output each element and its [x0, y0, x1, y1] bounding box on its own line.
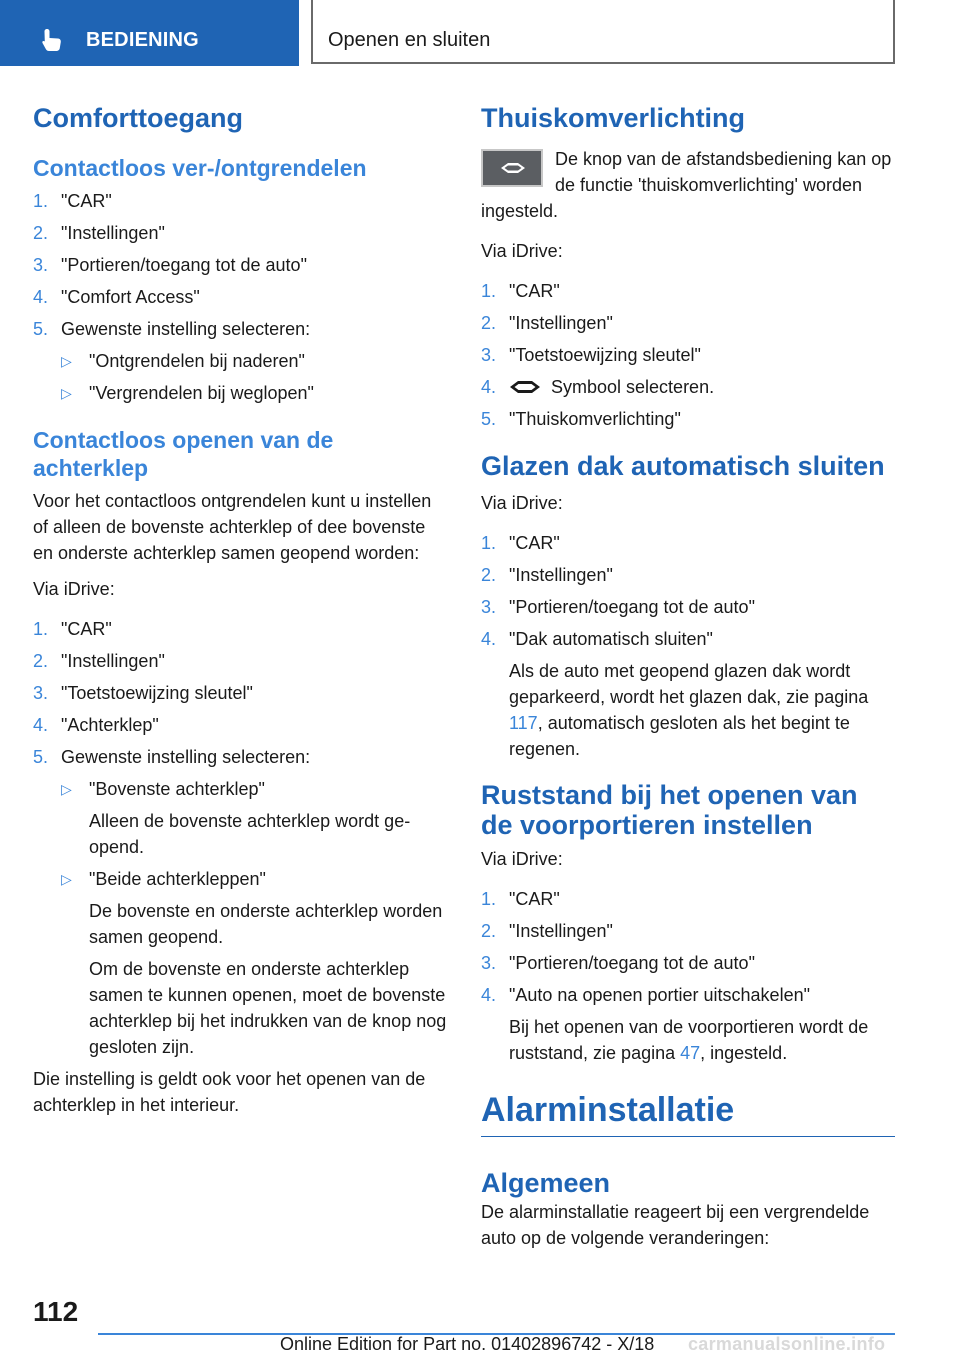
chapter-label: BEDIENING — [86, 29, 199, 51]
home-light-symbol-icon — [509, 379, 541, 395]
option-list — [61, 348, 449, 406]
list-item: 4. "Dak automatisch sluiten" Als de auto met geopend glazen dak wordt geparkeerd, wordt het glazen dak, zie pagina 117, automatisch gesloten als het begint te regenen. — [481, 629, 869, 759]
list-item: 4. "Auto na openen portier uitschakelen" Bij het openen van de voorportieren wordt de ruststand, zie pagina 47, ingesteld. — [481, 985, 869, 1063]
heading-comforttoegang: Comforttoegang — [33, 103, 243, 133]
list-item: 1. "CAR" — [481, 889, 560, 909]
list-item: 3. "Toetstoewijzing sleutel" — [481, 345, 701, 365]
list-item: 1. "CAR" — [33, 191, 112, 211]
chapter-tab — [0, 0, 299, 66]
list-item: 1. "CAR" — [481, 281, 560, 301]
list-item: 4. "Comfort Access" — [33, 287, 200, 307]
list-item: 5. "Thuiskomverlichting" — [481, 409, 681, 429]
list-item: 3. "Toetstoewijzing sleutel" — [33, 683, 253, 703]
triangle-bullet-icon: ▷ — [61, 871, 72, 887]
list-item: 3. "Portieren/toegang tot de auto" — [33, 255, 307, 275]
list-item: 1. "CAR" — [33, 619, 112, 639]
subheading-contactloos-vergrendelen: Contactloos ver-/ontgrendelen — [33, 155, 367, 181]
list-item: 4. "Achterklep" — [33, 715, 159, 735]
triangle-bullet-icon: ▷ — [61, 353, 72, 369]
footer-edition: Online Edition for Part no. 01402896742 - X/18 — [280, 1334, 655, 1354]
page-number: 112 — [33, 1296, 79, 1327]
option-list — [61, 776, 449, 1060]
page-link-117[interactable]: 117 — [509, 713, 538, 733]
section-title-box — [311, 0, 895, 64]
list-item: 5. Gewenste instelling selecteren: ▷ "Bovenste achterklep" Alleen de bovenste achterklep wordt geopend. ▷ "Beide achterkleppen" De bovenste en onderste achterklep worden samen geopend. Om de bovenste en onderste achterklep samen te kunnen openen, moet de bovenste achterklep bij het indrukken van de knop nog gesloten zijn. — [33, 744, 449, 1060]
list-item: 2. "Instellingen" — [481, 565, 613, 585]
page-link-47[interactable]: 47 — [680, 1043, 701, 1063]
list-item: 2. "Instellingen" — [33, 223, 165, 243]
pointing-hand-icon — [38, 26, 66, 54]
right-column — [481, 100, 895, 1251]
option-item: ▷ "Bovenste achterklep" Alleen de bovenste achterklep wordt geopend. — [61, 776, 449, 860]
list-item: 3. "Portieren/toegang tot de auto" — [481, 597, 755, 617]
heading-thuiskomverlichting: Thuiskomverlichting — [481, 103, 746, 133]
paragraph-via: Via iDrive: — [481, 849, 563, 869]
watermark: carmanualsonline.info — [688, 1334, 886, 1354]
step-list — [481, 886, 895, 1066]
step-list — [33, 616, 449, 1060]
paragraph-via: Via iDrive: — [33, 579, 115, 599]
step-list — [481, 278, 895, 432]
paragraph-intro: Voor het contactloos ontgrendelen kunt u instellen of alleen de bovenste achterklep of dee bovenste en onderste achterklep samen geopend worden: — [33, 491, 432, 563]
list-item: 2. "Instellingen" — [33, 651, 165, 671]
list-item: 2. "Instellingen" — [481, 313, 613, 333]
list-item: 2. "Instellingen" — [481, 921, 613, 941]
chapter-heading-rule — [481, 1088, 895, 1137]
left-column — [33, 100, 449, 1118]
heading-glazen-dak: Glazen dak automatisch sluiten — [481, 451, 885, 481]
paragraph-intro: De knop van de afstandsbediening kan op de functie 'thuiskomverlichting' worden ingesteld. — [481, 149, 892, 221]
paragraph-closing: Die instelling is geldt ook voor het openen van de achterklep in het interieur. — [33, 1069, 426, 1115]
step-list — [33, 188, 449, 406]
subheading-contactloos-achterklep: Contactloos openen van de achterklep — [33, 427, 334, 481]
heading-alarminstallatie: Alarminstallatie — [481, 1091, 735, 1129]
home-light-button-icon — [481, 149, 543, 187]
heading-ruststand: Ruststand bij het openen van de voorportieren instellen — [481, 780, 858, 840]
page-header — [0, 0, 960, 66]
option-item: ▷ "Beide achterkleppen" De bovenste en onderste achterklep worden samen geopend. Om de bovenste en onderste achterklep samen te kunnen openen, moet de bovenste achterklep bij het indrukken van de knop nog gesloten zijn. — [61, 866, 449, 1060]
list-item: 5. Gewenste instelling selecteren: ▷ "Ontgrendelen bij naderen" ▷ "Vergrendelen bij weglopen" — [33, 316, 449, 406]
option-item: ▷ "Ontgrendelen bij naderen" — [61, 348, 449, 374]
paragraph-alarm: De alarminstallatie reageert bij een vergrendelde auto op de volgende veranderingen: — [481, 1202, 870, 1248]
paragraph-via: Via iDrive: — [481, 493, 563, 513]
list-item: 1. "CAR" — [481, 533, 560, 553]
list-item: 4. Symbool selecteren. — [481, 377, 715, 397]
list-item: 3. "Portieren/toegang tot de auto" — [481, 953, 755, 973]
option-item: ▷ "Vergrendelen bij weglopen" — [61, 380, 449, 406]
triangle-bullet-icon: ▷ — [61, 385, 72, 401]
step-list — [481, 530, 895, 762]
triangle-bullet-icon: ▷ — [61, 781, 72, 797]
heading-algemeen: Algemeen — [481, 1168, 611, 1198]
section-title: Openen en sluiten — [328, 29, 491, 51]
paragraph-via: Via iDrive: — [481, 241, 563, 261]
